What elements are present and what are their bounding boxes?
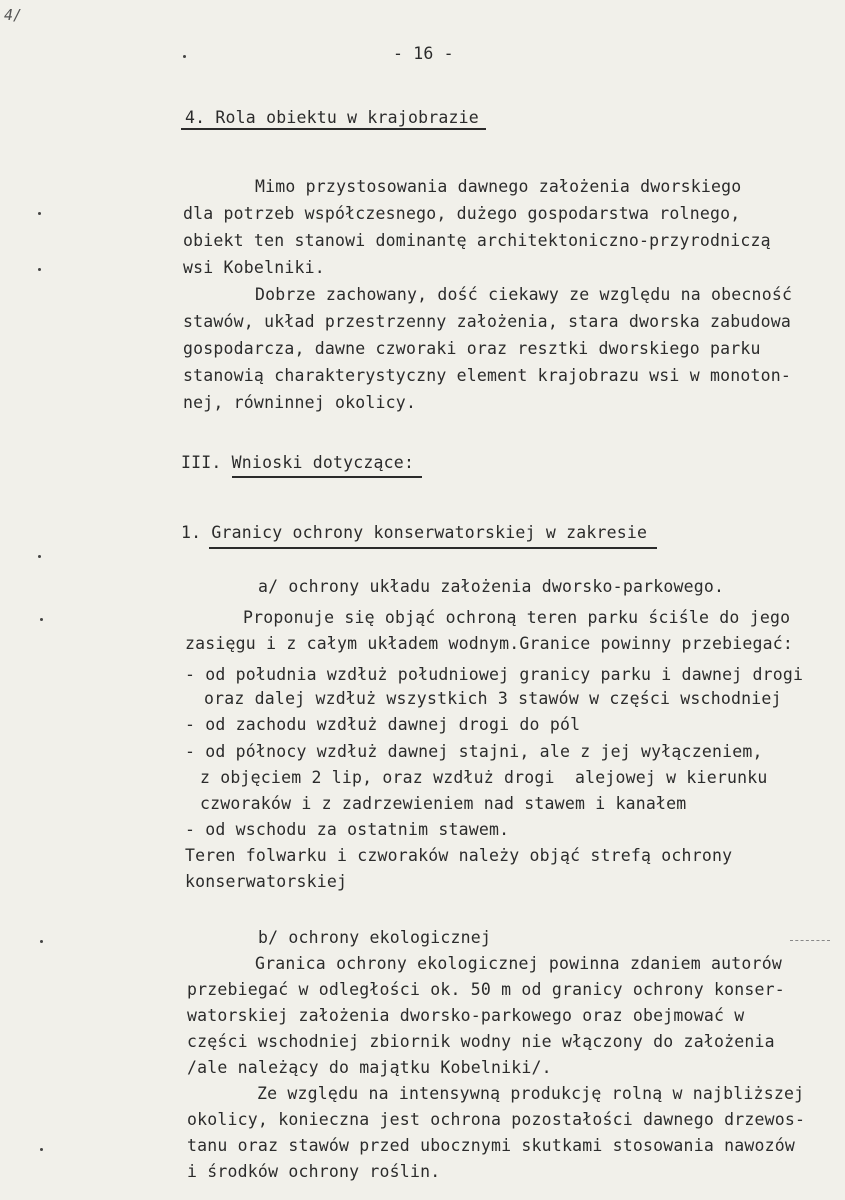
section4-heading: 4. Rola obiektu w krajobrazie [185, 108, 479, 127]
para1-line-3: obiekt ten stanowi dominantę architektoniczno-przyrodniczą [183, 231, 771, 250]
b-line-5: /ale należący do majątku Kobelniki/. [187, 1058, 552, 1077]
a-line-9: - od wschodu za ostatnim stawem. [185, 820, 510, 839]
para1-line-2: dla potrzeb współczesnego, dużego gospodarstwa rolnego, [183, 204, 741, 223]
margin-speck [40, 940, 43, 943]
a-heading: a/ ochrony układu założenia dworsko-parkowego. [258, 577, 725, 596]
page-number: - 16 - [393, 44, 454, 63]
a-line-7: z objęciem 2 lip, oraz wzdłuż drogi alejowej w kierunku [200, 768, 768, 787]
a-line-5: - od zachodu wzdłuż dawnej drogi do pól [185, 715, 581, 734]
corner-mark: 4/ [4, 6, 23, 24]
a-line-6: - od północy wzdłuż dawnej stajni, ale z jej wyłączeniem, [185, 742, 763, 761]
para2-line-3: gospodarcza, dawne czworaki oraz resztki dworskiego parku [183, 339, 761, 358]
para1-line-1: Mimo przystosowania dawnego założenia dworskiego [255, 177, 742, 196]
para2-line-5: nej, równinnej okolicy. [183, 393, 417, 412]
b-line-9: i środków ochrony roślin. [187, 1162, 441, 1181]
para1-line-4: wsi Kobelniki. [183, 258, 325, 277]
b-line-4: części wschodniej zbiornik wodny nie włączony do założenia [187, 1032, 775, 1051]
a-line-1: Proponuje się objąć ochroną teren parku ściśle do jego [243, 608, 791, 627]
section4-underline [181, 128, 486, 130]
para2-line-2: stawów, układ przestrzenny założenia, stara dworska zabudowa [183, 312, 792, 331]
b-heading: b/ ochrony ekologicznej [258, 928, 492, 947]
b-line-8: tanu oraz stawów przed ubocznymi skutkami stosowania nawozów [187, 1136, 796, 1155]
b-line-1: Granica ochrony ekologicznej powinna zdaniem autorów [255, 954, 782, 973]
margin-speck [38, 555, 41, 558]
b-line-3: watorskiej założenia dworsko-parkowego oraz obejmować w [187, 1006, 745, 1025]
a-line-4: oraz dalej wzdłuż wszystkich 3 stawów w części wschodniej [204, 689, 782, 708]
b-line-2: przebiegać w odległości ok. 50 m od granicy ochrony konser- [187, 980, 785, 999]
margin-speck [40, 1148, 43, 1151]
margin-speck [183, 55, 186, 58]
a-line-2: zasięgu i z całym układem wodnym.Granice powinny przebiegać: [185, 634, 794, 653]
b-line-7: okolicy, konieczna jest ochrona pozostałości dawnego drzewos- [187, 1110, 806, 1129]
margin-speck [38, 268, 41, 271]
a-line-11: konserwatorskiej [185, 872, 348, 891]
a-line-8: czworaków i z zadrzewieniem nad stawem i kanałem [200, 794, 687, 813]
subsection1-underline [209, 547, 657, 549]
section3-underline [232, 476, 422, 478]
b-line-6: Ze względu na intensywną produkcję rolną w najbliższej [257, 1084, 805, 1103]
para2-line-1: Dobrze zachowany, dość ciekawy ze względu na obecność [255, 285, 793, 304]
a-line-10: Teren folwarku i czworaków należy objąć strefą ochrony [185, 846, 733, 865]
a-line-3: - od południa wzdłuż południowej granicy parku i dawnej drogi [185, 665, 804, 684]
faint-dash-mark [790, 940, 830, 941]
section3-heading: III. Wnioski dotyczące: [181, 453, 415, 472]
subsection1-heading: 1. Granicy ochrony konserwatorskiej w zakresie [181, 523, 648, 542]
margin-speck [38, 212, 41, 215]
margin-speck [40, 618, 43, 621]
para2-line-4: stanowią charakterystyczny element krajobrazu wsi w monoton- [183, 366, 792, 385]
